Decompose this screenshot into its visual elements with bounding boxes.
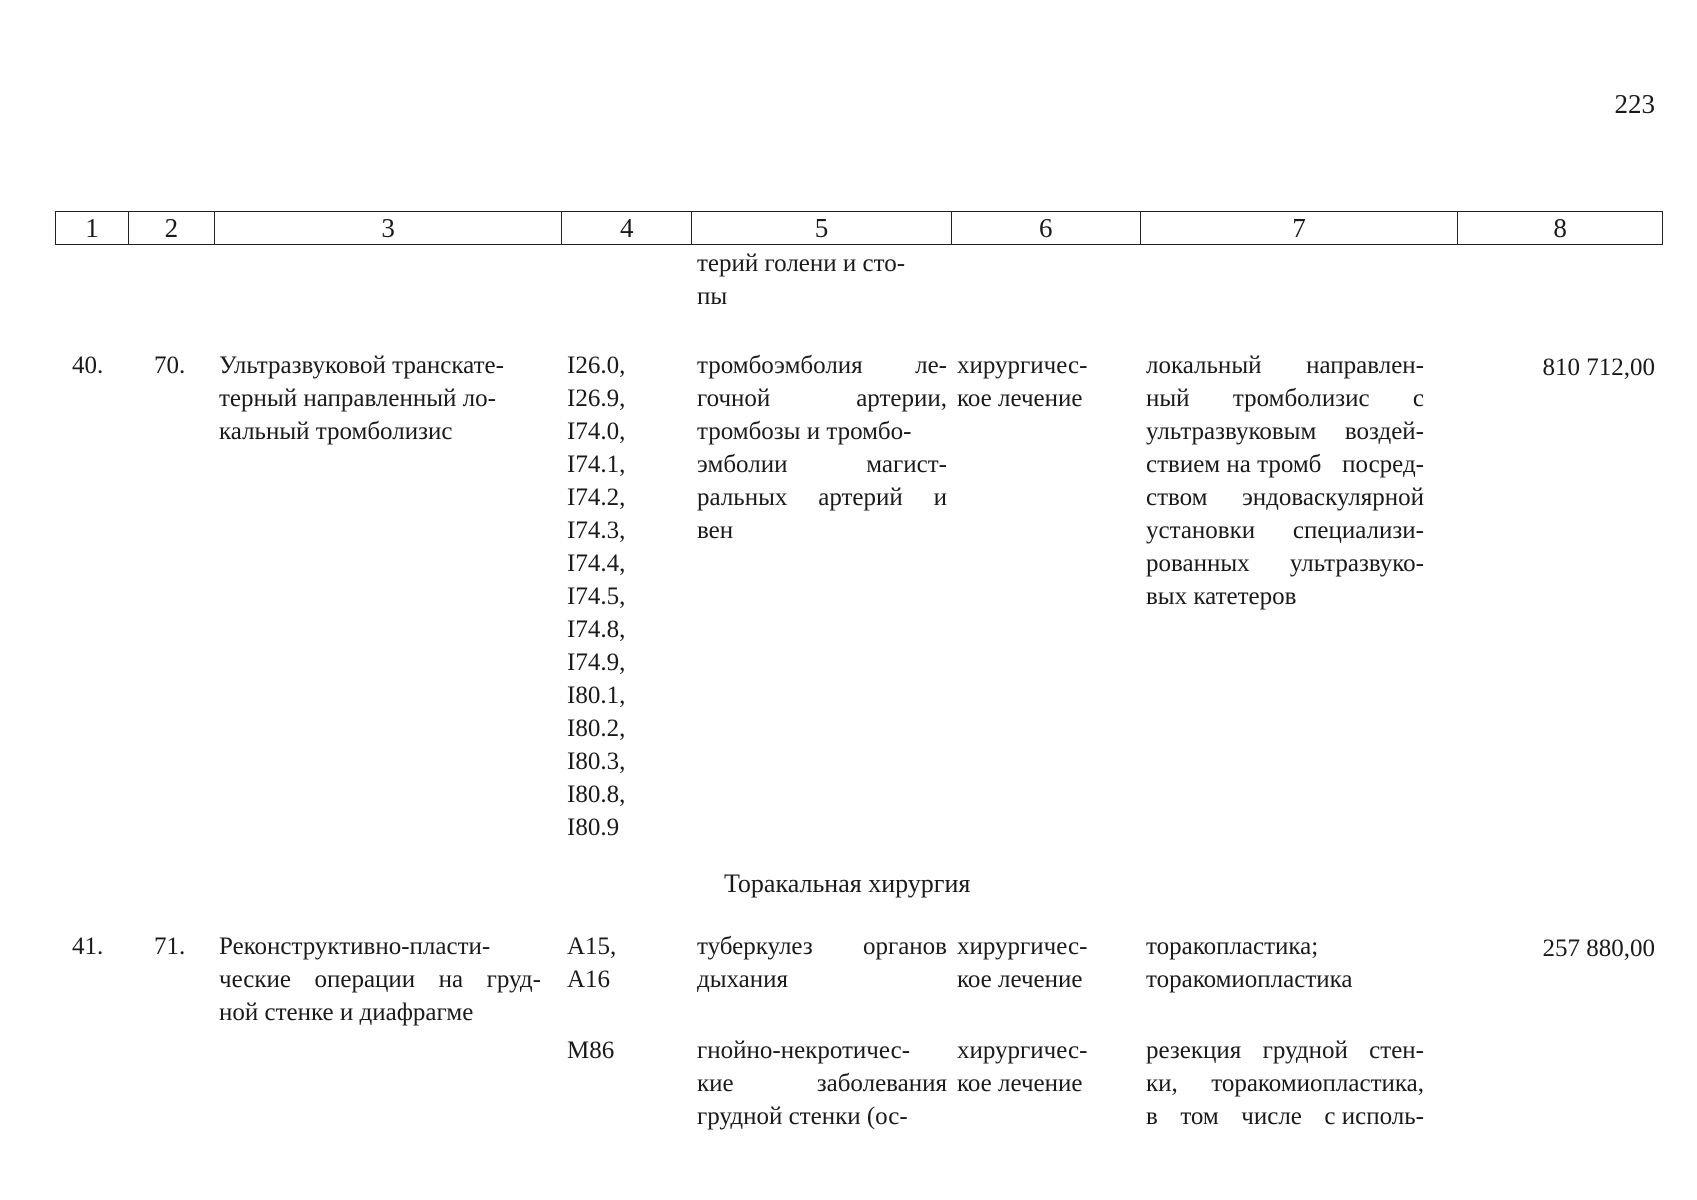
method-line: рованных ультразвуко- xyxy=(1146,550,1424,577)
row41-name-line: Реконструктивно-пласти- xyxy=(219,933,491,960)
section-title: Торакальная хирургия xyxy=(724,869,971,898)
row40-cost: 810 712,00 xyxy=(1542,354,1655,381)
row40-name xyxy=(219,349,539,448)
method-line: резекция грудной стен- xyxy=(1146,1037,1424,1064)
row40-codes xyxy=(567,349,647,844)
code: I74.1, xyxy=(567,451,626,478)
code: I74.8, xyxy=(567,616,626,643)
row41-number: 41. xyxy=(72,933,104,960)
row41-method-1 xyxy=(1146,930,1424,996)
continuation-line: терий голени и сто- xyxy=(697,250,906,277)
page-number: 223 xyxy=(1614,89,1655,119)
header-col-3: 3 xyxy=(215,212,563,244)
code: I74.2, xyxy=(567,484,626,511)
row41-treatment-2 xyxy=(957,1034,1137,1100)
code: I74.3, xyxy=(567,517,626,544)
code: A15, xyxy=(567,933,617,960)
method-line: ством эндоваскулярной xyxy=(1146,484,1424,511)
row40-treatment xyxy=(957,349,1137,415)
code: I74.9, xyxy=(567,649,626,676)
code: I80.2, xyxy=(567,715,626,742)
code: A16 xyxy=(567,966,611,993)
row41-name-line: ной стенке и диафрагме xyxy=(219,999,474,1026)
row40-name-line: кальный тромболизис xyxy=(219,418,453,445)
method-line: ный тромболизис с xyxy=(1146,385,1424,412)
method-line: в том числе с исполь- xyxy=(1146,1103,1424,1130)
row40-model xyxy=(697,349,947,547)
method-line: ствием на тромб посред- xyxy=(1146,451,1424,478)
row41-group: 71. xyxy=(154,933,186,960)
model-line: кие заболевания xyxy=(697,1070,947,1097)
model-line: грудной стенки (ос- xyxy=(697,1103,908,1130)
method-line: ки, торакомиопластика, xyxy=(1146,1070,1424,1097)
code: I74.0, xyxy=(567,418,626,445)
model-line: дыхания xyxy=(697,966,789,993)
code: I80.1, xyxy=(567,682,626,709)
model-line: тромбоэмболия ле- xyxy=(697,352,947,379)
method-line: ультразвуковым воздей- xyxy=(1146,418,1424,445)
model-line: вен xyxy=(697,517,734,544)
continuation-col5 xyxy=(697,247,947,313)
method-line: торакомиопластика xyxy=(1146,966,1353,993)
code: I26.9, xyxy=(567,385,626,412)
treatment-line: хирургичес- xyxy=(957,933,1088,960)
row40-group: 70. xyxy=(154,352,186,379)
code: I80.8, xyxy=(567,781,626,808)
treatment-line: кое лечение xyxy=(957,966,1083,993)
row41-codes-2: M86 xyxy=(567,1037,615,1064)
code: I26.0, xyxy=(567,352,626,379)
row41-treatment-1 xyxy=(957,930,1137,996)
row40-number: 40. xyxy=(72,352,104,379)
row41-model-2 xyxy=(697,1034,947,1133)
header-col-2: 2 xyxy=(129,212,215,244)
header-col-8: 8 xyxy=(1553,213,1567,243)
treatment-line: кое лечение xyxy=(957,1070,1083,1097)
row41-model-1 xyxy=(697,930,947,996)
model-line: гочной артерии, xyxy=(697,385,947,412)
code: I74.4, xyxy=(567,550,626,577)
model-line: тромбозы и тромбо- xyxy=(697,418,912,445)
row41-cost: 257 880,00 xyxy=(1542,935,1655,962)
row40-name-line: Ультразвуковой транскате- xyxy=(219,352,504,379)
code: I80.9 xyxy=(567,814,620,841)
model-line: эмболии магист- xyxy=(697,451,947,478)
model-line: ральных артерий и xyxy=(697,484,947,511)
row41-name-line: ческие операции на груд- xyxy=(219,966,541,993)
code: I80.3, xyxy=(567,748,626,775)
row40-method xyxy=(1146,349,1424,613)
model-line: гнойно-некротичес- xyxy=(697,1037,911,1064)
method-line: установки специализи- xyxy=(1146,517,1424,544)
header-col-1: 1 xyxy=(56,212,129,244)
header-col-4: 4 xyxy=(562,212,692,244)
treatment-line: хирургичес- xyxy=(957,1037,1088,1064)
continuation-line: пы xyxy=(697,283,728,310)
method-line: локальный направлен- xyxy=(1146,352,1424,379)
table-header-row xyxy=(55,211,1663,245)
treatment-line: кое лечение xyxy=(957,385,1083,412)
row40-name-line: терный направленный ло- xyxy=(219,385,496,412)
model-line: туберкулез органов xyxy=(697,933,947,960)
row41-codes-1 xyxy=(567,930,647,996)
method-line: вых катетеров xyxy=(1146,583,1297,610)
method-line: торакопластика; xyxy=(1146,933,1319,960)
header-col-7: 7 xyxy=(1141,212,1459,244)
treatment-line: хирургичес- xyxy=(957,352,1088,379)
row41-name xyxy=(219,930,541,1029)
header-col-6: 6 xyxy=(952,212,1141,244)
code: I74.5, xyxy=(567,583,626,610)
header-col-5: 5 xyxy=(692,212,952,244)
row41-method-2 xyxy=(1146,1034,1424,1133)
